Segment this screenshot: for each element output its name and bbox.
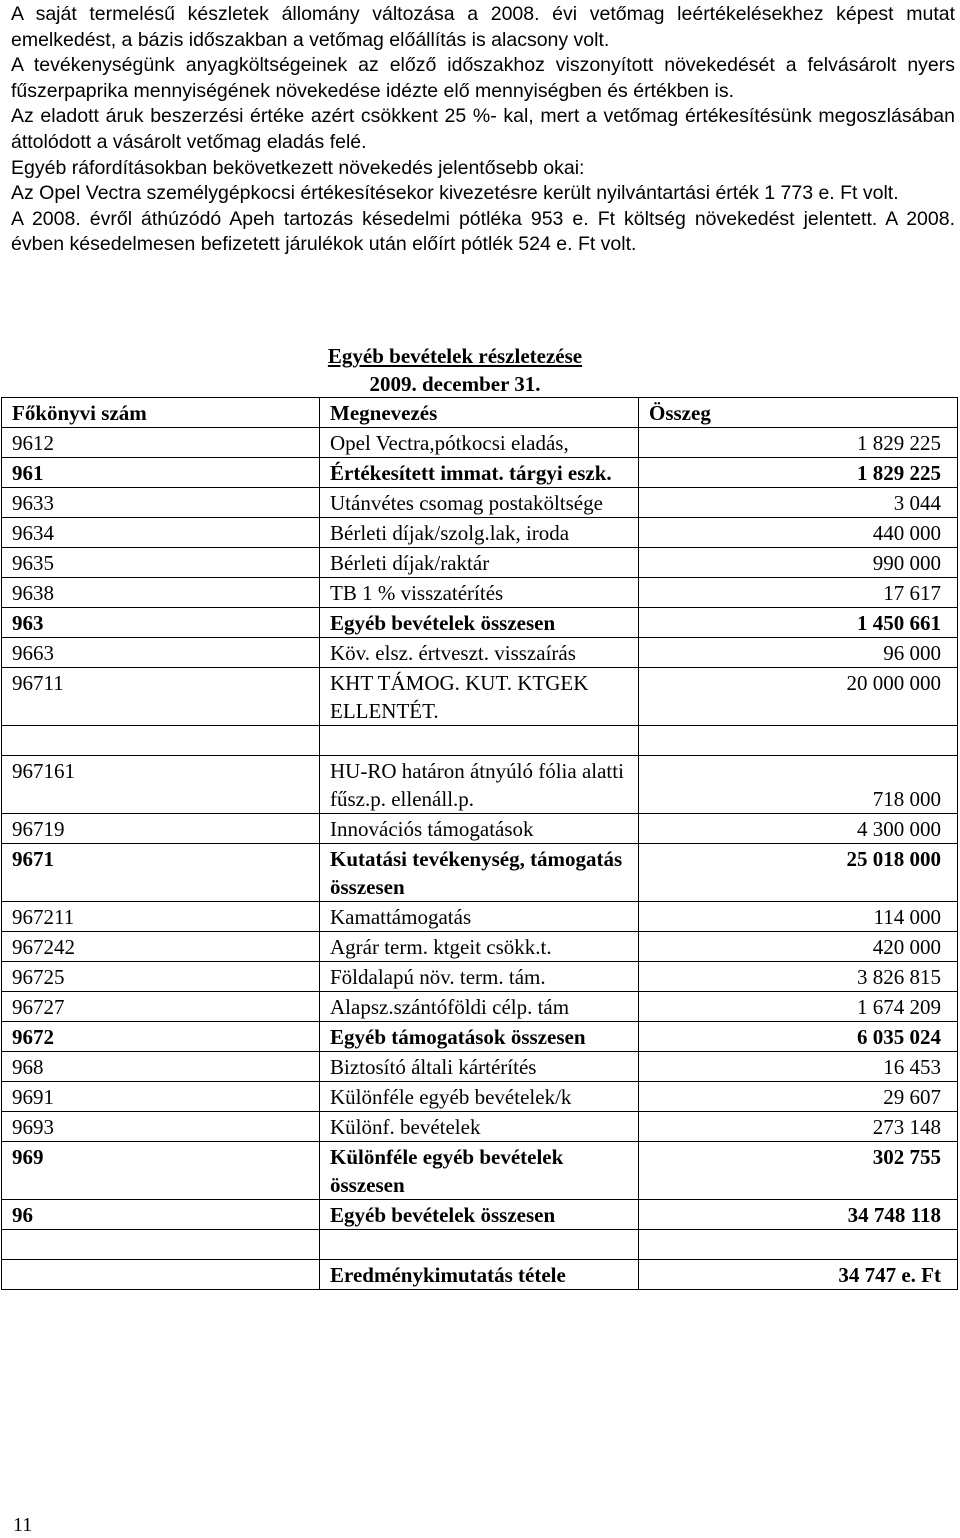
cell-amount: 96 000	[639, 638, 958, 668]
cell-amount: 1 829 225	[639, 428, 958, 458]
cell-account-number: 9634	[2, 518, 320, 548]
cell-account-number: 9672	[2, 1022, 320, 1052]
cell-account-number	[2, 726, 320, 756]
cell-description: Egyéb bevételek összesen	[320, 608, 639, 638]
cell-description	[320, 726, 639, 756]
table-title: Egyéb bevételek részletezése	[327, 344, 583, 368]
cell-description: Kutatási tevékenység, támogatás összesen	[320, 844, 639, 902]
page-number: 11	[13, 1514, 33, 1536]
cell-amount: 16 453	[639, 1052, 958, 1082]
cell-description: Agrár term. ktgeit csökk.t.	[320, 932, 639, 962]
cell-account-number: 9693	[2, 1112, 320, 1142]
cell-account-number: 961	[2, 458, 320, 488]
table-row	[2, 518, 958, 548]
cell-account-number: 967161	[2, 756, 320, 814]
cell-description: Eredménykimutatás tétele	[320, 1260, 639, 1290]
cell-account-number: 9612	[2, 428, 320, 458]
table-row	[2, 638, 958, 668]
body-text	[11, 2, 955, 258]
table-row	[2, 756, 958, 814]
header-account-number: Főkönyvi szám	[2, 398, 320, 428]
cell-account-number	[2, 1260, 320, 1290]
cell-account-number: 96725	[2, 962, 320, 992]
table-row	[2, 548, 958, 578]
header-amount: Összeg	[639, 398, 958, 428]
cell-amount: 273 148	[639, 1112, 958, 1142]
cell-description: Értékesített immat. tárgyi eszk.	[320, 458, 639, 488]
table-row	[2, 1112, 958, 1142]
cell-account-number: 9635	[2, 548, 320, 578]
table-row-empty	[2, 726, 958, 756]
cell-amount: 718 000	[639, 756, 958, 814]
cell-amount: 1 829 225	[639, 458, 958, 488]
cell-account-number: 968	[2, 1052, 320, 1082]
table-row	[2, 488, 958, 518]
cell-description: HU-RO határon átnyúló fólia alatti fűsz.p. ellenáll.p.	[320, 756, 639, 814]
cell-amount: 6 035 024	[639, 1022, 958, 1052]
table-row	[2, 1052, 958, 1082]
cell-description: Opel Vectra,pótkocsi eladás,	[320, 428, 639, 458]
table-row-empty	[2, 1230, 958, 1260]
table-row	[2, 1200, 958, 1230]
table-row	[2, 992, 958, 1022]
paragraph-material-costs: A tevékenységünk anyagköltségeinek az előző időszakhoz viszonyított növekedését a felvásárolt nyers fűszerpaprika mennyiségének növekedése idézte elő mennyiségben és értékben is.	[11, 54, 955, 102]
cell-description: Innovációs támogatások	[320, 814, 639, 844]
cell-description: Különféle egyéb bevételek/k	[320, 1082, 639, 1112]
cell-amount: 990 000	[639, 548, 958, 578]
cell-account-number: 9663	[2, 638, 320, 668]
cell-description: Kamattámogatás	[320, 902, 639, 932]
cell-account-number: 9691	[2, 1082, 320, 1112]
cell-amount: 420 000	[639, 932, 958, 962]
cell-description: Egyéb támogatások összesen	[320, 1022, 639, 1052]
cell-description: Különf. bevételek	[320, 1112, 639, 1142]
cell-description: Bérleti díjak/szolg.lak, iroda	[320, 518, 639, 548]
cell-amount: 20 000 000	[639, 668, 958, 726]
cell-description: Földalapú növ. term. tám.	[320, 962, 639, 992]
cell-account-number: 963	[2, 608, 320, 638]
other-income-table	[1, 397, 958, 1290]
cell-amount: 3 826 815	[639, 962, 958, 992]
table-row	[2, 1082, 958, 1112]
table-row	[2, 902, 958, 932]
cell-amount: 34 747 e. Ft	[639, 1260, 958, 1290]
cell-description: Különféle egyéb bevételek összesen	[320, 1142, 639, 1200]
cell-amount: 440 000	[639, 518, 958, 548]
table-row	[2, 1142, 958, 1200]
table-row	[2, 428, 958, 458]
cell-amount: 25 018 000	[639, 844, 958, 902]
table-row	[2, 844, 958, 902]
cell-description: Bérleti díjak/raktár	[320, 548, 639, 578]
cell-description: KHT TÁMOG. KUT. KTGEK ELLENTÉT.	[320, 668, 639, 726]
cell-account-number: 96	[2, 1200, 320, 1230]
cell-amount	[639, 726, 958, 756]
paragraph-opel-vectra: Az Opel Vectra személygépkocsi értékesítésekor kivezetésre került nyilvántartási érték 1 773 e. Ft volt.	[11, 182, 899, 205]
cell-amount: 4 300 000	[639, 814, 958, 844]
cell-description: Alapsz.szántóföldi célp. tám	[320, 992, 639, 1022]
cell-description: Köv. elsz. értveszt. visszaírás	[320, 638, 639, 668]
table-row	[2, 668, 958, 726]
paragraph-other-expenses-intro: Egyéb ráfordításokban bekövetkezett növekedés jelentősebb okai:	[11, 156, 585, 179]
table-row	[2, 1022, 958, 1052]
header-description: Megnevezés	[320, 398, 639, 428]
paragraph-goods-purchase-value: Az eladott áruk beszerzési értéke azért csökkent 25 %- kal, mert a vetőmag értékesítésünk megoszlásában áttolódott a vásárolt vetőmag eladás felé.	[11, 105, 955, 153]
cell-amount: 114 000	[639, 902, 958, 932]
cell-description: Utánvétes csomag postaköltsége	[320, 488, 639, 518]
table-row	[2, 608, 958, 638]
table-row	[2, 578, 958, 608]
cell-amount: 1 450 661	[639, 608, 958, 638]
table-row	[2, 932, 958, 962]
cell-account-number: 9638	[2, 578, 320, 608]
paragraph-apeh-penalty: A 2008. évről áthúzódó Apeh tartozás késedelmi pótléka 953 e. Ft költség növekedést jelentett. A 2008. évben késedelmesen befizetett járulékok után előírt pótlék 524 e. Ft volt.	[11, 207, 955, 256]
cell-account-number: 96727	[2, 992, 320, 1022]
cell-account-number: 9633	[2, 488, 320, 518]
table-row	[2, 458, 958, 488]
cell-amount: 3 044	[639, 488, 958, 518]
table-date: 2009. december 31.	[369, 372, 541, 396]
cell-account-number: 967242	[2, 932, 320, 962]
table-header-row	[2, 398, 958, 428]
cell-amount	[639, 1230, 958, 1260]
cell-account-number: 967211	[2, 902, 320, 932]
table-row	[2, 1260, 958, 1290]
table-row	[2, 814, 958, 844]
cell-account-number: 96711	[2, 668, 320, 726]
table-row	[2, 962, 958, 992]
cell-account-number: 969	[2, 1142, 320, 1200]
cell-account-number: 9671	[2, 844, 320, 902]
cell-description: Biztosító általi kártérítés	[320, 1052, 639, 1082]
cell-description	[320, 1230, 639, 1260]
cell-amount: 29 607	[639, 1082, 958, 1112]
cell-amount: 1 674 209	[639, 992, 958, 1022]
cell-amount: 17 617	[639, 578, 958, 608]
cell-account-number	[2, 1230, 320, 1260]
cell-account-number: 96719	[2, 814, 320, 844]
paragraph-inventory-change: A saját termelésű készletek állomány változása a 2008. évi vetőmag leértékelésekhez képest mutat emelkedést, a bázis időszakban a vetőmag előállítás is alacsony volt.	[11, 3, 955, 51]
cell-description: TB 1 % visszatérítés	[320, 578, 639, 608]
cell-amount: 34 748 118	[639, 1200, 958, 1230]
cell-description: Egyéb bevételek összesen	[320, 1200, 639, 1230]
cell-amount: 302 755	[639, 1142, 958, 1200]
